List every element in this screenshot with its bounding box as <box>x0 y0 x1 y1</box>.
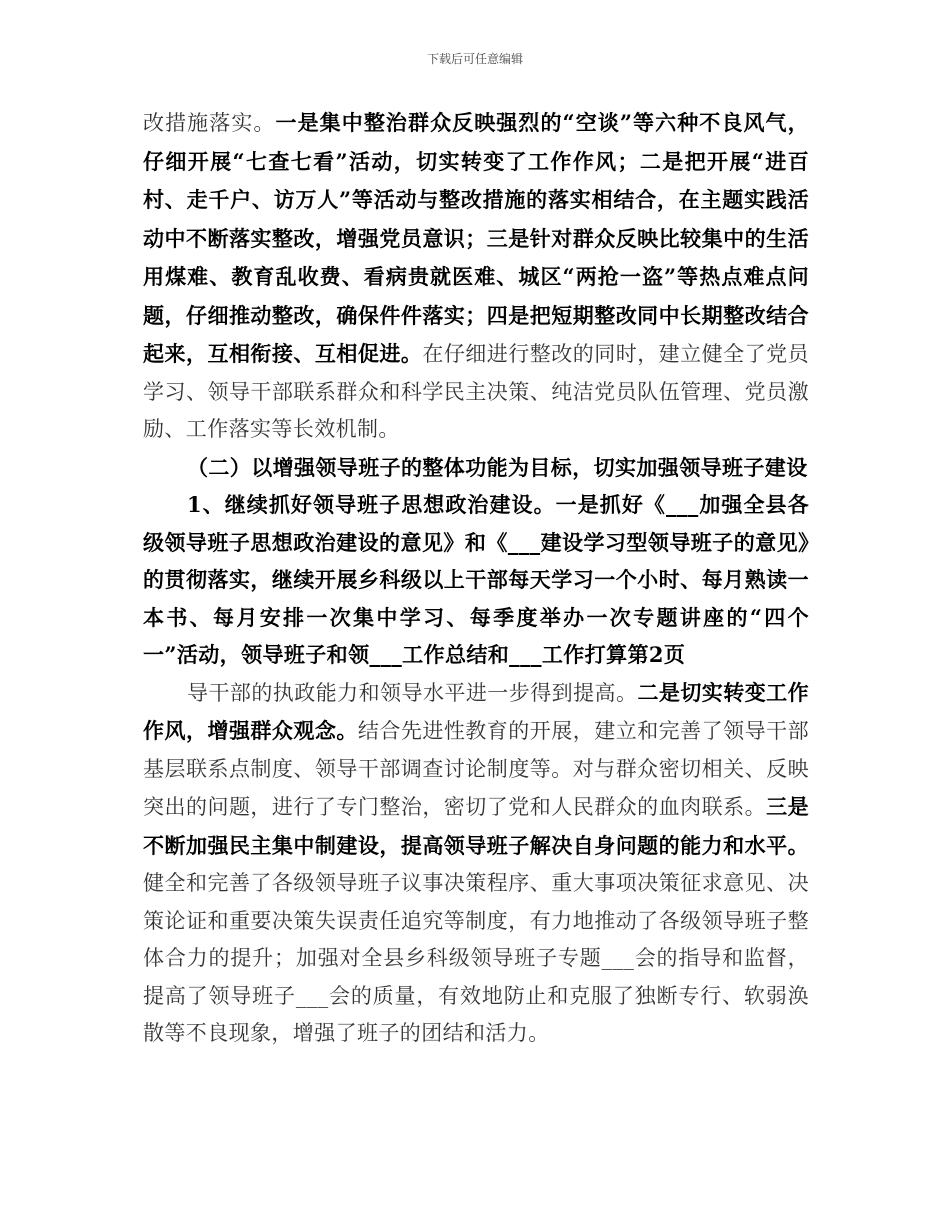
text-run: 结合先进性教育的开展，建立和完善了领导干部基层联系点制度、领导干部调查讨论制度等。对与群众密切相关、反映突出的问题，进行了专门整治，密切了党和人民群众的血肉联系。 <box>143 719 810 819</box>
text-run-bold: 三是不断加强民主集中制建设，提高领导班子解决自身问题的能力和水平。 <box>143 794 809 858</box>
paragraph-rectification <box>143 104 809 449</box>
document-body <box>143 104 809 1053</box>
text-run: 改措施落实。 <box>143 111 276 135</box>
text-run-bold: 二是切实转变工作作风，增强群众观念。 <box>143 679 810 743</box>
page-header: 下载后可任意编辑 <box>426 52 523 66</box>
text-run: 导干部的执政能力和领导水平进一步得到提高。 <box>187 680 638 705</box>
text-run: 在仔细进行整改的同时，建立健全了党员学习、领导干部联系群众和科学民主决策、纯洁党员队伍管理、党员激励、工作落实等长效机制。 <box>143 342 809 441</box>
text-run-bold: 一是集中整治群众反映强烈的“空谈”等六种不良风气，仔细开展“七查七看”活动，切实转变了工作作风；二是把开展“进百村、走千户、访万人”等活动与整改措施的落实相结合，在主题实践活动中不断落实整改，增强党员意识；三是针对群众反映比较集中的生活用煤难、教育乱收费、看病贵就医难、城区“两抢一盗”等热点难点问题，仔细推动整改，确保件件落实；四是把短期整改同中长期整改结合起来，互相衔接、互相促进。 <box>143 110 810 366</box>
text-run-bold: 1、继续抓好领导班子思想政治建设。一是抓好《___加强全县各级领导班子思想政治建设的意见》和《___建设学习型领导班子的意见》的贯彻落实，继续开展乡科级以上干部每天学习一个小时、每月熟读一本书、每月安排一次集中学习、每季度举办一次专题讲座的“四个一”活动，领导班子和领___工作总结和___工作打算第2页 <box>143 492 809 667</box>
paragraph-ideological-building <box>143 486 809 674</box>
paragraph-work-style <box>143 674 809 1053</box>
section-heading: （二）以增强领导班子的整体功能为目标，切实加强领导班子建设 <box>187 454 808 480</box>
text-run: 健全和完善了各级领导班子议事决策程序、重大事项决策征求意见、决策论证和重要决策失误责任追究等制度，有力地推动了各级领导班子整体合力的提升；加强对全县乡科级领导班子专题___会的指导和监督，提高了领导班子___会的质量，有效地防止和克服了独断专行、软弱涣散等不良现象，增强了班子的团结和活力。 <box>143 871 809 1045</box>
